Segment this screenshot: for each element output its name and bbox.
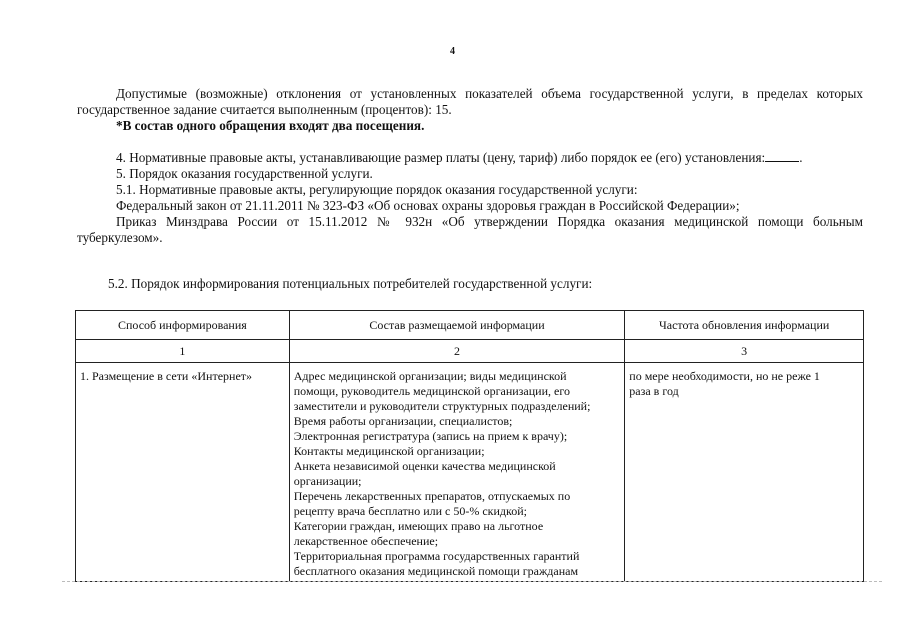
method-text: 1. Размещение в сети «Интернет» — [80, 369, 253, 383]
frequency-line: по мере необходимости, но не реже 1 — [629, 369, 820, 383]
frequency-line: раза в год — [629, 384, 679, 398]
column-number-1: 1 — [76, 340, 290, 363]
info-line: заместители и руководители структурных подразделений; — [293, 399, 591, 413]
method-cell — [76, 363, 290, 582]
info-line: Электронная регистратура (запись на прием к врачу); — [293, 429, 568, 443]
column-number-3: 3 — [625, 340, 864, 363]
law-2: Приказ Минздрава России от 15.11.2012 № 932н «Об утверждении Порядка оказания медицинской помощи больным туберкулезом». — [77, 214, 863, 245]
section-5-title: 5. Порядок оказания государственной услуги. — [116, 166, 373, 181]
info-line: организации; — [293, 474, 362, 488]
info-line: Территориальная программа государственных гарантий — [293, 549, 580, 563]
info-cell — [289, 363, 625, 582]
info-line: Перечень лекарственных препаратов, отпускаемых по — [293, 489, 571, 503]
info-line: бесплатного оказания медицинской помощи гражданам — [293, 564, 579, 578]
section-5-2-block — [77, 276, 863, 292]
info-line: рецепту врача бесплатно или с 50-% скидкой; — [293, 504, 528, 518]
table-number-row — [76, 340, 864, 363]
deviation-block — [77, 86, 863, 134]
deviation-paragraph: Допустимые (возможные) отклонения от установленных показателей объема государственной услуги, в пределах которых государственное задание считается выполненным (процентов): 15. — [77, 86, 863, 117]
section-4-paragraph — [77, 150, 863, 166]
info-line: лекарственное обеспечение; — [293, 534, 439, 548]
info-line: Категории граждан, имеющих право на льготное — [293, 519, 544, 533]
section-5-2-title: 5.2. Порядок информирования потенциальных потребителей государственной услуги: — [108, 276, 593, 291]
sections-block — [77, 150, 863, 246]
header-info: Состав размещаемой информации — [289, 311, 625, 340]
visits-note: *В состав одного обращения входят два посещения. — [116, 118, 425, 133]
section-4-end: . — [799, 150, 803, 165]
table-row — [76, 363, 864, 582]
informing-table — [75, 310, 864, 582]
law-1: Федеральный закон от 21.11.2011 № 323-ФЗ «Об основах охраны здоровья граждан в Российской Федерации»; — [116, 198, 740, 213]
blank-line — [765, 150, 799, 162]
frequency-cell — [625, 363, 864, 582]
header-method: Способ информирования — [76, 311, 290, 340]
info-line: Контакты медицинской организации; — [293, 444, 485, 458]
page-bottom-divider — [62, 581, 882, 582]
info-line: Адрес медицинской организации; виды медицинской — [293, 369, 567, 383]
section-5-1-title: 5.1. Нормативные правовые акты, регулирующие порядок оказания государственной услуги: — [116, 182, 638, 197]
header-frequency: Частота обновления информации — [625, 311, 864, 340]
column-number-2: 2 — [289, 340, 625, 363]
section-4-text: 4. Нормативные правовые акты, устанавливающие размер платы (цену, тариф) либо порядок ее (его) установления: — [116, 150, 766, 165]
page-number: 4 — [450, 46, 455, 57]
info-line: Время работы организации, специалистов; — [293, 414, 513, 428]
info-line: Анкета независимой оценки качества медицинской — [293, 459, 556, 473]
table-header-row — [76, 311, 864, 340]
info-line: помощи, руководитель медицинской организации, его — [293, 384, 570, 398]
